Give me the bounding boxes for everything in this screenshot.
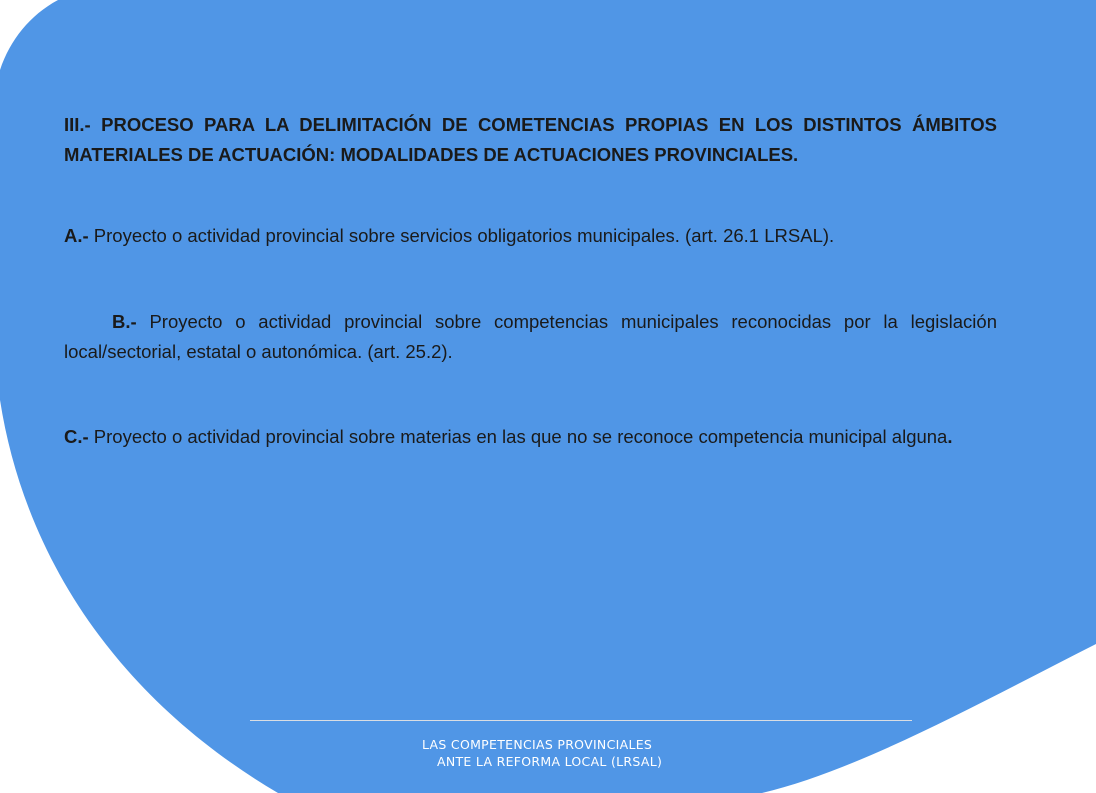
item-c-lead: C.- — [64, 426, 89, 447]
item-a-text: Proyecto o actividad provincial sobre servicios obligatorios municipales. (art. 26.1 LRSAL). — [88, 225, 835, 246]
slide-content — [64, 110, 997, 452]
item-c — [64, 422, 997, 452]
footer-line-2: ANTE LA REFORMA LOCAL (LRSAL) — [437, 754, 663, 769]
footer-title — [380, 736, 720, 770]
item-c-text: Proyecto o actividad provincial sobre materias en las que no se reconoce competencia municipal alguna — [88, 426, 948, 447]
footer-divider — [250, 720, 912, 721]
item-a — [64, 221, 997, 251]
item-b — [64, 307, 997, 367]
item-b-lead: B.- — [112, 311, 137, 332]
item-b-text: Proyecto o actividad provincial sobre competencias municipales reconocidas por la legislación local/sectorial, estatal o autonómica. (art. 25.2). — [64, 311, 997, 362]
footer-line-1: LAS COMPETENCIAS PROVINCIALES — [422, 737, 653, 752]
item-c-tail: . — [947, 426, 953, 447]
section-heading: III.- PROCESO PARA LA DELIMITACIÓN DE COMETENCIAS PROPIAS EN LOS DISTINTOS ÁMBITOS MATERIALES DE ACTUACIÓN: MODALIDADES DE ACTUACIONES PROVINCIALES. — [64, 114, 997, 165]
item-a-lead: A.- — [64, 225, 89, 246]
